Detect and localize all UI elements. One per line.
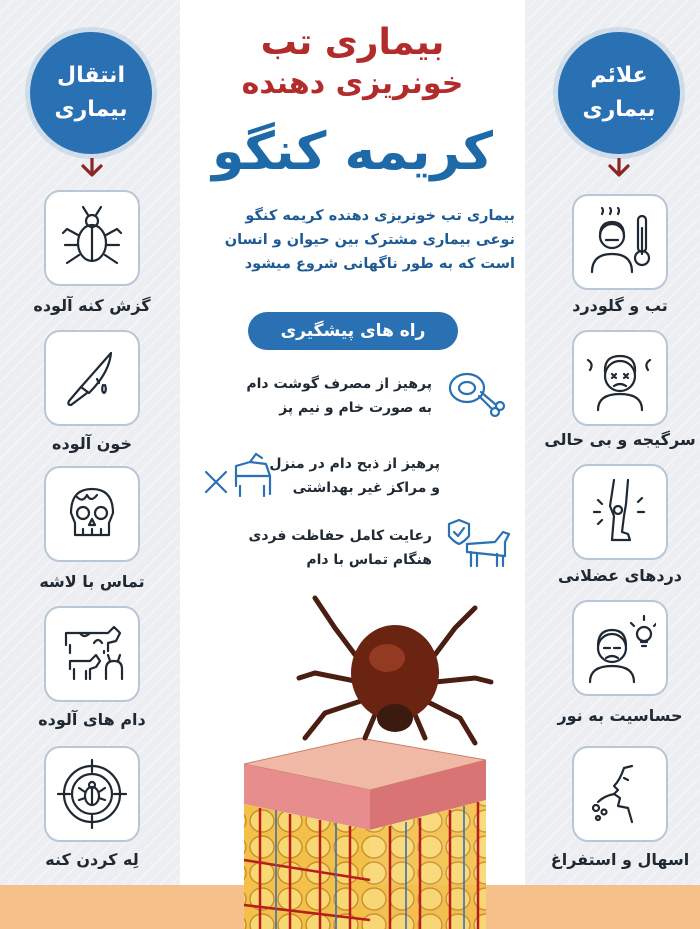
- fever-thermometer-icon: [584, 206, 656, 278]
- leg-pain-icon: [584, 476, 656, 548]
- bloody-knife-icon: [57, 343, 127, 413]
- symptoms-item-3-box: [572, 464, 668, 560]
- symptoms-item-4-box: [572, 600, 668, 696]
- intro-text: [200, 204, 515, 276]
- prevention-item-3: [232, 524, 432, 572]
- prevention-item-1-line-2: به صورت خام و نیم پز: [279, 400, 432, 416]
- symptoms-item-1-box: [572, 194, 668, 290]
- intro-line-3: است که به طور ناگهانی شروع میشود: [244, 256, 515, 272]
- prevention-item-3-line-1: رعایت کامل حفاظت فردی: [248, 528, 432, 544]
- transmission-heading: [30, 32, 152, 154]
- prevention-item-3-line-2: هنگام تماس با دام: [306, 552, 432, 568]
- transmission-item-1-box: [44, 190, 140, 286]
- transmission-item-4-box: [44, 606, 140, 702]
- transmission-item-2-label: خون آلوده: [52, 434, 132, 453]
- title-line-3: کریمه کنگو: [212, 122, 493, 182]
- symptoms-item-5-box: [572, 746, 668, 842]
- symptoms-heading-line-2: بیماری: [582, 97, 656, 122]
- title-line-2: خونریزی دهنده: [241, 66, 464, 101]
- dizziness-icon: [584, 342, 656, 414]
- prevention-item-2-line-2: و مراکز غیر بهداشتی: [292, 480, 440, 496]
- symptoms-item-2-box: [572, 330, 668, 426]
- symptoms-heading-line-1: علائم: [590, 63, 648, 88]
- skin-illustration: [220, 730, 486, 929]
- symptoms-heading: [558, 32, 680, 154]
- transmission-item-2-box: [44, 330, 140, 426]
- transmission-item-3-box: [44, 466, 140, 562]
- livestock-icon: [56, 619, 128, 689]
- intro-line-1: بیماری تب خونریزی دهنده کریمه کنگو: [245, 208, 515, 224]
- symptoms-item-1-label: تب و گلودرد: [572, 296, 668, 315]
- transmission-item-4-label: دام های آلوده: [38, 710, 146, 729]
- tick-illustration: [295, 578, 495, 758]
- prevention-heading: راه های پیشگیری: [248, 312, 458, 350]
- transmission-item-5-box: [44, 746, 140, 842]
- symptoms-item-2-label: سرگیجه و بی حالی: [544, 430, 696, 449]
- symptoms-item-5-label: اسهال و استفراغ: [550, 850, 690, 869]
- skull-icon: [57, 479, 127, 549]
- transmission-item-5-label: لِه کردن کنه: [45, 850, 139, 869]
- target-bug-icon: [56, 758, 128, 830]
- prevention-item-2-line-1: پرهیز از ذبح دام در منزل: [269, 456, 440, 472]
- transmission-item-1-label: گزش کنه آلوده: [33, 296, 151, 315]
- prevention-item-2: [269, 452, 440, 500]
- title-line-1: بیماری تب: [260, 22, 445, 63]
- symptoms-arrow-icon: [607, 158, 631, 178]
- prevention-item-1: [232, 372, 432, 420]
- intro-line-2: نوعی بیماری مشترک بین حیوان و انسان: [224, 232, 515, 248]
- prevention-item-1-line-1: پرهیز از مصرف گوشت دام: [246, 376, 432, 392]
- transmission-item-3-label: تماس با لاشه: [39, 572, 145, 591]
- vomiting-icon: [584, 758, 656, 830]
- no-slaughter-icon: [200, 446, 280, 502]
- tick-bug-icon: [57, 203, 127, 273]
- meat-leg-icon: [445, 368, 507, 424]
- symptoms-item-4-label: حساسیت به نور: [557, 706, 683, 725]
- transmission-heading-line-2: بیماری: [54, 97, 128, 122]
- symptoms-item-3-label: دردهای عضلانی: [557, 566, 682, 585]
- protected-goat-icon: [445, 514, 515, 574]
- transmission-arrow-icon: [80, 158, 104, 178]
- transmission-heading-line-1: انتقال: [57, 63, 125, 88]
- light-sensitivity-icon: [584, 612, 656, 684]
